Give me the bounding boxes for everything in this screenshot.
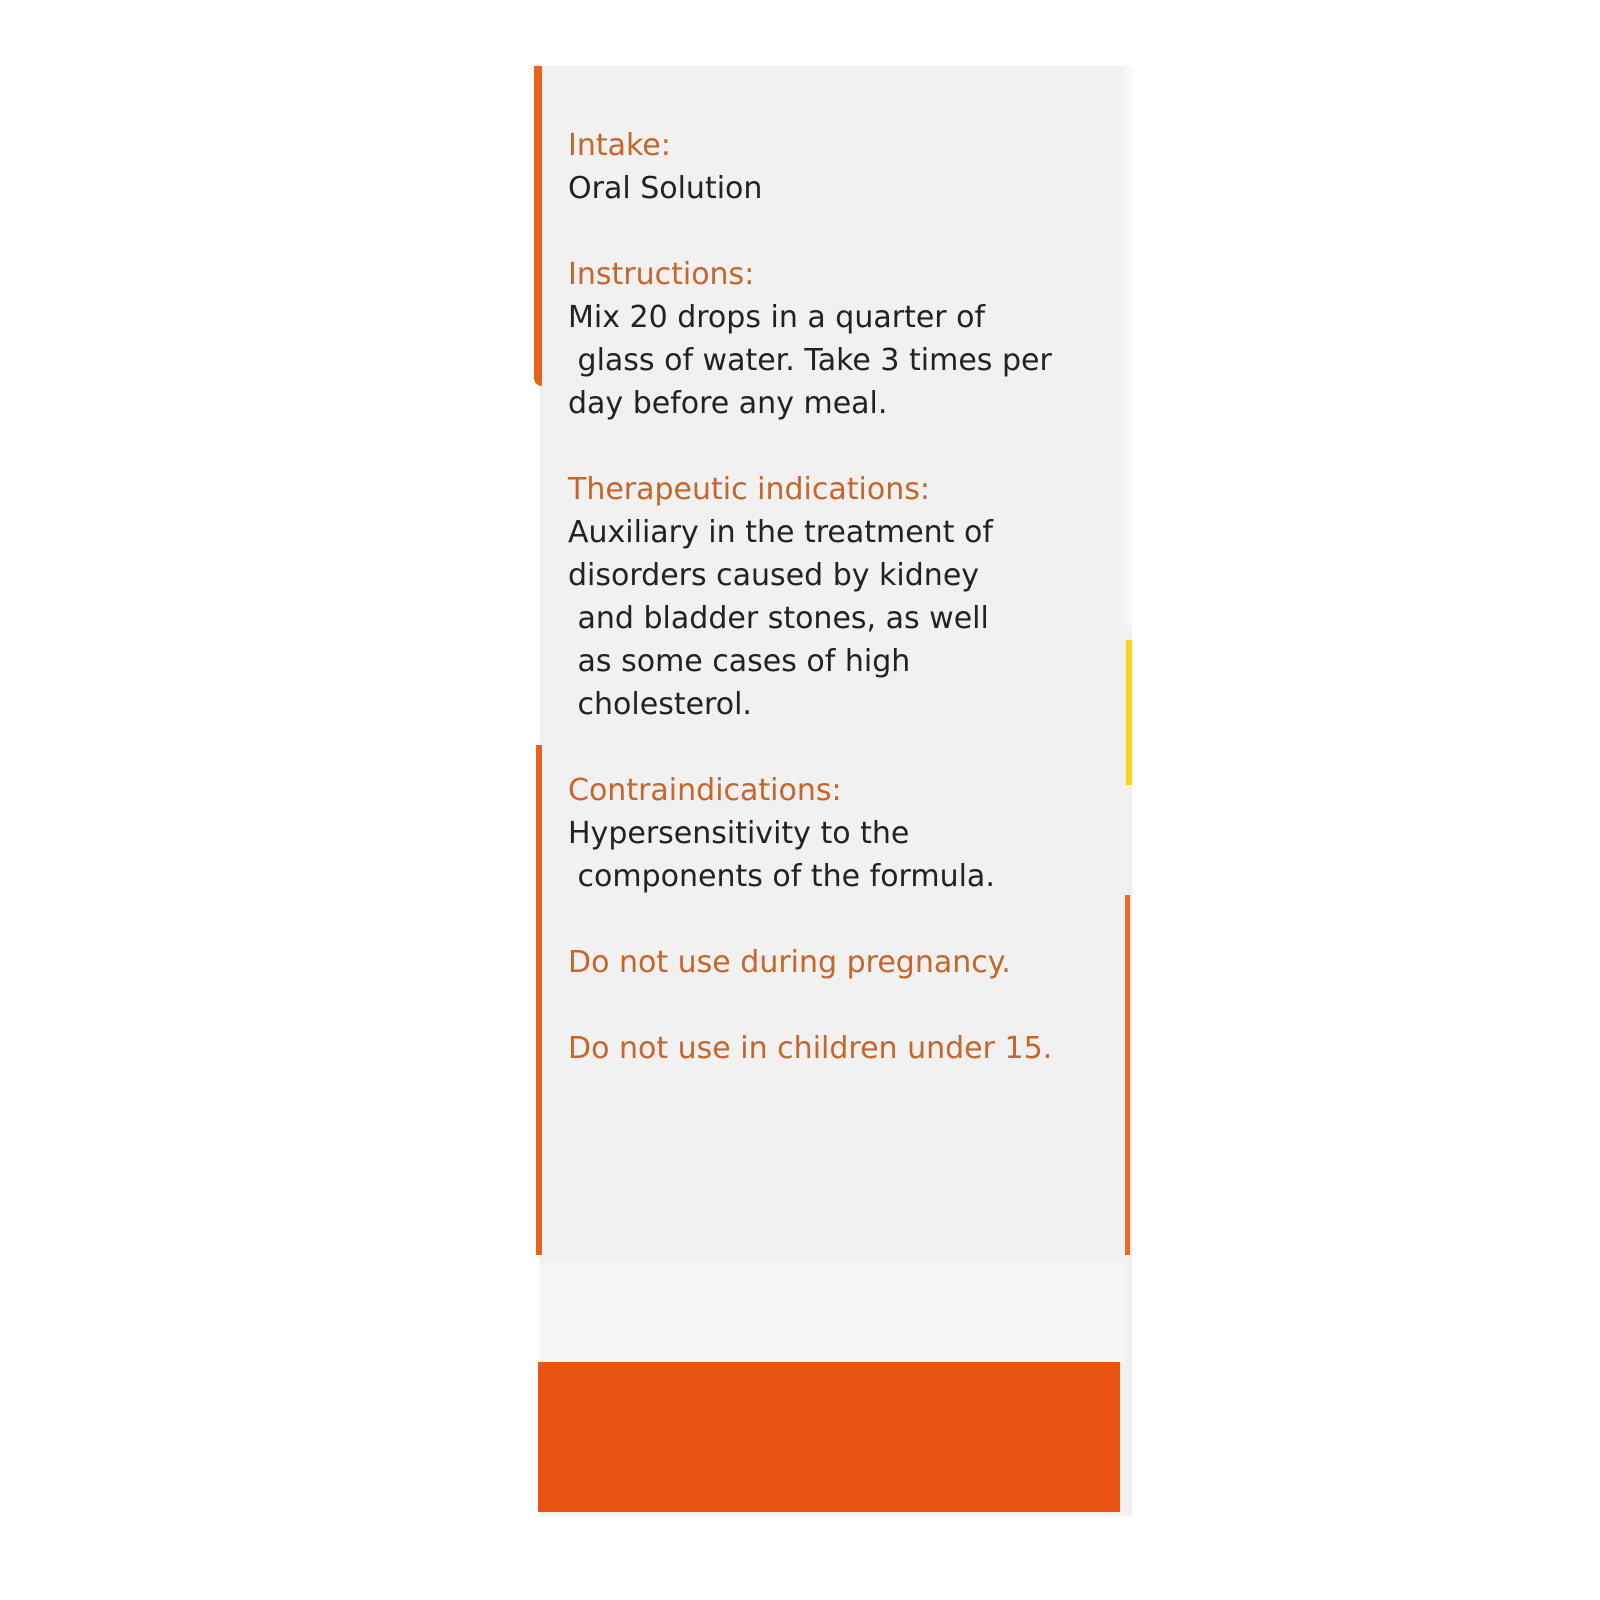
indications-line: and bladder stones, as well xyxy=(568,601,989,636)
indications-line: Auxiliary in the treatment of xyxy=(568,515,993,550)
instructions-line: Mix 20 drops in a quarter of xyxy=(568,300,986,335)
indications-heading: Therapeutic indications: xyxy=(568,472,930,507)
instructions-line: day before any meal. xyxy=(568,386,888,421)
box-right-yellow-edge xyxy=(1126,640,1132,785)
intake-line: Oral Solution xyxy=(568,171,763,206)
label-text-block xyxy=(568,124,1088,1070)
indications-line: as some cases of high xyxy=(568,644,911,679)
contraindications-section xyxy=(568,769,1088,898)
spacer xyxy=(568,726,1088,769)
box-right-edge xyxy=(1124,66,1132,626)
indications-line: cholesterol. xyxy=(568,687,752,722)
contraindications-line: components of the formula. xyxy=(568,859,995,894)
children-warning: Do not use in children under 15. xyxy=(568,1031,1053,1066)
box-bottom-light-strip xyxy=(540,1262,1125,1362)
spacer xyxy=(568,425,1088,468)
contraindications-heading: Contraindications: xyxy=(568,773,842,808)
spacer xyxy=(568,210,1088,253)
box-right-orange-edge xyxy=(1125,895,1130,1255)
pregnancy-warning: Do not use during pregnancy. xyxy=(568,945,1011,980)
box-left-orange-edge-top xyxy=(534,66,542,386)
box-left-orange-edge-middle xyxy=(536,745,542,1255)
spacer xyxy=(568,984,1088,1027)
spacer xyxy=(568,898,1088,941)
indications-section xyxy=(568,468,1088,726)
intake-section xyxy=(568,124,1088,210)
indications-line: disorders caused by kidney xyxy=(568,558,980,593)
instructions-section xyxy=(568,253,1088,425)
intake-heading: Intake: xyxy=(568,128,671,163)
instructions-line: glass of water. Take 3 times per xyxy=(568,343,1052,378)
contraindications-line: Hypersensitivity to the xyxy=(568,816,910,851)
instructions-heading: Instructions: xyxy=(568,257,755,292)
box-bottom-orange-band xyxy=(538,1362,1120,1512)
